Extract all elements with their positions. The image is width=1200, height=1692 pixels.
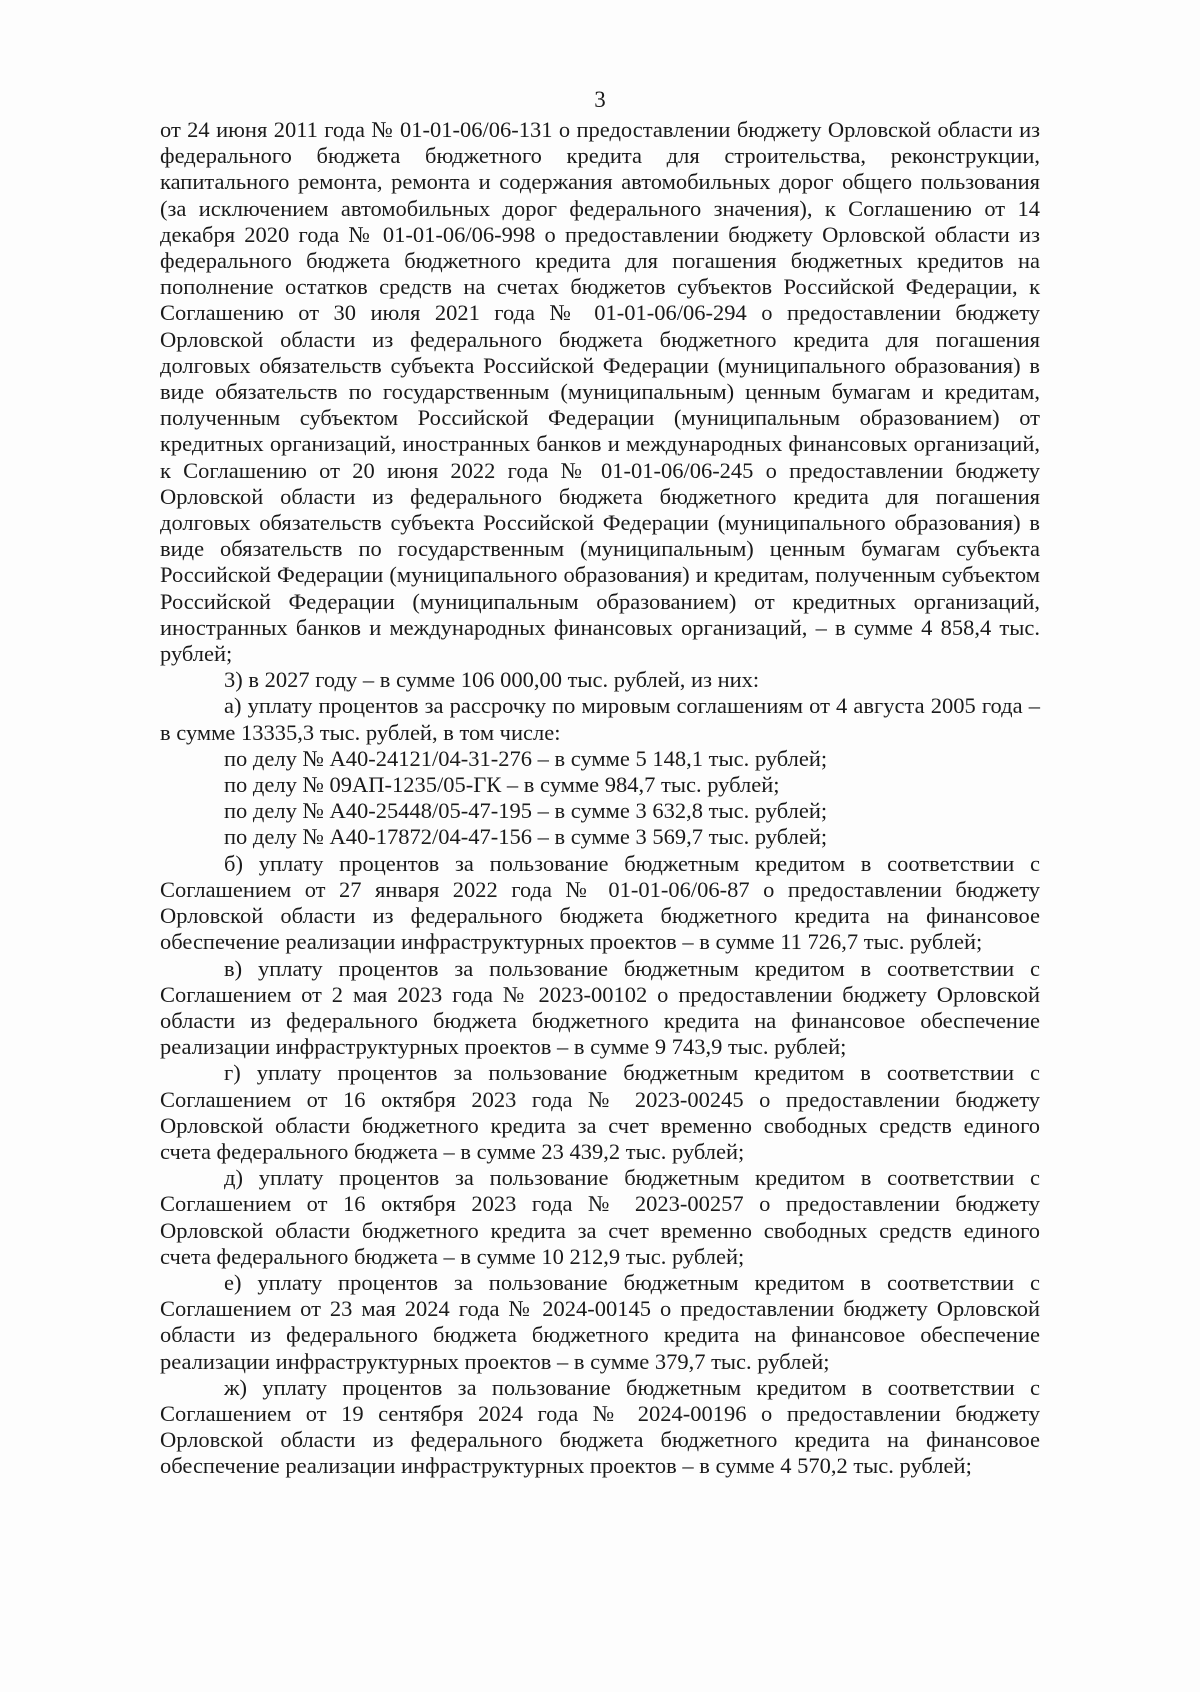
- paragraph-item-v: в) уплату процентов за пользование бюджетным кредитом в соответствии с Соглашением от 2 мая 2023 года № 2023-00102 о предоставлении бюджету Орловской области из федерального бюджета бюджетного кредита на финансовое обеспечение реализации инфраструктурных проектов – в сумме 9 743,9 тыс. рублей;: [160, 955, 1040, 1060]
- case-line-a40-24121: по делу № А40-24121/04-31-276 – в сумме 5 148,1 тыс. рублей;: [224, 745, 828, 771]
- paragraph-item-a-settlement-interest: а) уплату процентов за рассрочку по мировым соглашениям от 4 августа 2005 года – в сумме 13335,3 тыс. рублей, в том числе:: [160, 693, 1040, 745]
- paragraph-item-3-year-2027: 3) в 2027 году – в сумме 106 000,00 тыс. рублей, из них:: [224, 667, 760, 693]
- paragraph-item-d: д) уплату процентов за пользование бюджетным кредитом в соответствии с Соглашением от 16 октября 2023 года № 2023-00257 о предоставлении бюджету Орловской области бюджетного кредита за счет временно свободных средств единого счета федерального бюджета – в сумме 10 212,9 тыс. рублей;: [160, 1165, 1040, 1269]
- case-line-a40-17872: по делу № А40-17872/04-47-156 – в сумме 3 569,7 тыс. рублей;: [224, 824, 828, 850]
- document-body: [160, 117, 1040, 1480]
- paragraph-agreements-continuation: от 24 июня 2011 года № 01-01-06/06-131 о предоставлении бюджету Орловской области из федерального бюджета бюджетного кредита для строительства, реконструкции, капитального ремонта, ремонта и содержания автомобильных дорог общего пользования (за исключением автомобильных дорог федерального значения), к Соглашению от 14 декабря 2020 года № 01-01-06/06-998 о предоставлении бюджету Орловской области из федерального бюджета бюджетного кредита для погашения бюджетных кредитов на пополнение остатков средств на счетах бюджетов субъектов Российской Федерации, к Соглашению от 30 июля 2021 года № 01-01-06/06-294 о предоставлении бюджету Орловской области из федерального бюджета бюджетного кредита для погашения долговых обязательств субъекта Российской Федерации (муниципального образования) в виде обязательств по государственным (муниципальным) ценным бумагам и кредитам, полученным субъектом Российской Федерации (муниципальным образованием) от кредитных организаций, иностранных банков и международных финансовых организаций, к Соглашению от 20 июня 2022 года № 01-01-06/06-245 о предоставлении бюджету Орловской области из федерального бюджета бюджетного кредита для погашения долговых обязательств субъекта Российской Федерации (муниципального образования) в виде обязательств по государственным (муниципальным) ценным бумагам субъекта Российской Федерации (муниципального образования) и кредитам, полученным субъектом Российской Федерации (муниципальным образованием) от кредитных организаций, иностранных банков и международных финансовых организаций, – в сумме 4 858,4 тыс. рублей;: [160, 117, 1040, 667]
- paragraph-item-b: б) уплату процентов за пользование бюджетным кредитом в соответствии с Соглашением от 27 января 2022 года № 01-01-06/06-87 о предоставлении бюджету Орловской области из федерального бюджета бюджетного кредита на финансовое обеспечение реализации инфраструктурных проектов – в сумме 11 726,7 тыс. рублей;: [160, 850, 1040, 955]
- paragraph-item-g: г) уплату процентов за пользование бюджетным кредитом в соответствии с Соглашением от 16 октября 2023 года № 2023-00245 о предоставлении бюджету Орловской области бюджетного кредита за счет временно свободных средств единого счета федерального бюджета – в сумме 23 439,2 тыс. рублей;: [160, 1060, 1040, 1164]
- paragraph-item-e: е) уплату процентов за пользование бюджетным кредитом в соответствии с Соглашением от 23 мая 2024 года № 2024-00145 о предоставлении бюджету Орловской области из федерального бюджета бюджетного кредита на финансовое обеспечение реализации инфраструктурных проектов – в сумме 379,7 тыс. рублей;: [160, 1269, 1040, 1374]
- paragraph-item-zh: ж) уплату процентов за пользование бюджетным кредитом в соответствии с Соглашением от 19 сентября 2024 года № 2024-00196 о предоставлении бюджету Орловской области из федерального бюджета бюджетного кредита на финансовое обеспечение реализации инфраструктурных проектов – в сумме 4 570,2 тыс. рублей;: [160, 1374, 1040, 1479]
- page-number: 3: [594, 87, 606, 112]
- case-line-a40-25448: по делу № А40-25448/05-47-195 – в сумме 3 632,8 тыс. рублей;: [224, 798, 828, 824]
- case-line-09ap-1235: по делу № 09АП-1235/05-ГК – в сумме 984,7 тыс. рублей;: [224, 772, 780, 798]
